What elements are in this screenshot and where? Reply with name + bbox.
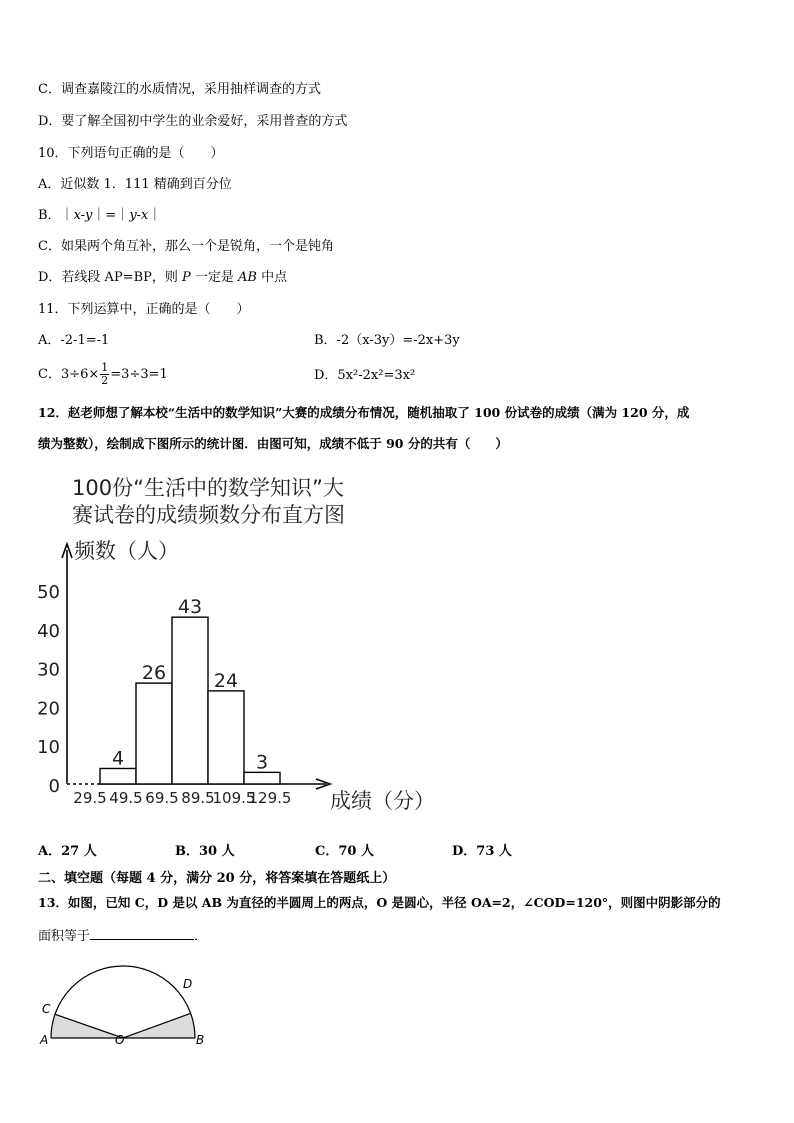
y-tick-label: 0 [48, 776, 60, 797]
q10-option-d-mid: 一定是 [190, 270, 239, 285]
bar-value-label: 3 [255, 751, 269, 774]
label-o: O [115, 1033, 125, 1047]
chart-x-label: 成绩（分） [330, 789, 435, 813]
x-tick-label: 129.5 [248, 789, 292, 807]
x-tick-label: 49.5 [109, 789, 143, 807]
label-c: C [42, 1002, 51, 1016]
q10-option-b [38, 208, 161, 224]
q10-option-c: C．如果两个角互补，那么一个是锐角，一个是钝角 [38, 239, 334, 254]
y-tick-labels [37, 582, 60, 797]
x-tick-label: 29.5 [73, 789, 107, 807]
histogram-chart [30, 470, 450, 820]
q10-option-b-suffix: ｜ [148, 208, 162, 223]
answer-blank[interactable] [90, 927, 194, 940]
y-tick-label: 20 [37, 698, 60, 720]
label-d: D [183, 977, 193, 991]
q10-option-b-expr2: y-x [129, 208, 149, 223]
q10-option-b-expr1: x-y [73, 208, 93, 223]
q10-option-d [38, 270, 287, 286]
y-tick-label: 40 [37, 620, 60, 642]
q10-option-d-suffix: 中点 [257, 270, 288, 285]
histogram-bar [100, 768, 136, 784]
q11-option-c [38, 362, 168, 388]
q12-stem-line2: 绩为整数），绘制成下图所示的统计图．由图可知，成绩不低于 90 分的共有（ ） [38, 436, 508, 451]
chart-title-line2: 赛试卷的成绩频数分布直方图 [72, 503, 345, 527]
q11-option-b: B．-2（x-3y）=-2x+3y [314, 333, 460, 348]
q12-option-a: A．27 人 [38, 844, 97, 859]
y-tick-label: 50 [37, 582, 60, 603]
bar-value-label: 43 [177, 596, 203, 619]
y-tick-label: 30 [37, 659, 60, 681]
label-b: B [196, 1033, 205, 1047]
q12-option-d: D．73 人 [452, 844, 512, 859]
label-a: A [40, 1033, 49, 1047]
q13-stem-suffix: ． [194, 929, 208, 944]
q10-stem: 10．下列语句正确的是（ ） [38, 146, 224, 161]
q12-option-c: C．70 人 [315, 844, 374, 859]
q13-stem-prefix: 面积等于 [38, 929, 91, 944]
q10-option-a: A．近似数 1．111 精确到百分位 [38, 177, 232, 192]
q13-stem-line1: 13．如图，已知 C，D 是以 AB 为直径的半圆周上的两点，O 是圆心，半径 OA=2，∠COD=120°，则图中阴影部分的 [38, 895, 721, 910]
q13-stem-line2 [38, 927, 207, 945]
q9-option-d: D．要了解全国初中学生的业余爱好，采用普查的方式 [38, 114, 348, 129]
q10-option-d-prefix: D．若线段 AP=BP，则 [38, 270, 183, 285]
chart-y-label: 频数（人） [74, 539, 179, 563]
q11-stem: 11．下列运算中，正确的是（ ） [38, 302, 250, 317]
x-tick-label: 89.5 [181, 789, 215, 807]
q11-option-a: A．-2-1=-1 [38, 333, 110, 348]
histogram-bar [208, 691, 244, 784]
q10-option-b-prefix: B．｜ [38, 208, 74, 223]
q12-option-b: B．30 人 [175, 844, 235, 859]
bar-value-label: 26 [141, 662, 167, 685]
histogram-bar [244, 772, 280, 784]
semicircle-figure [30, 950, 220, 1050]
fraction-numerator: 1 [101, 361, 109, 374]
q10-option-d-ab: AB [238, 270, 257, 285]
histogram-bar [172, 617, 208, 784]
bar-value-label: 24 [213, 669, 239, 692]
y-tick-label: 10 [37, 737, 60, 759]
bar-value-label: 4 [111, 747, 125, 770]
q12-stem-line1: 12．赵老师想了解本校“生活中的数学知识”大赛的成绩分布情况，随机抽取了 100 份试卷的成绩（满为 120 分，成 [38, 405, 690, 420]
x-tick-label: 69.5 [145, 789, 179, 807]
q11-option-c-fraction [100, 362, 109, 387]
x-tick-label: 109.5 [212, 789, 256, 807]
q11-option-c-suffix: =3÷3=1 [110, 367, 168, 382]
x-tick-labels [73, 789, 291, 807]
section-2-heading: 二、填空题（每题 4 分，满分 20 分，将答案填在答题纸上） [38, 871, 396, 886]
q9-option-c: C．调查嘉陵江的水质情况，采用抽样调查的方式 [38, 82, 321, 97]
histogram-bar [136, 683, 172, 784]
chart-title-line1: 100份“生活中的数学知识”大 [72, 476, 344, 500]
fraction-denominator: 2 [101, 374, 109, 387]
q10-option-d-p: P [182, 270, 191, 285]
q11-option-c-prefix: C．3÷6× [38, 367, 100, 382]
histogram-bars [100, 617, 280, 784]
q11-option-d: D．5x²-2x²=3x² [314, 368, 416, 383]
q10-option-b-mid: ｜=｜ [92, 208, 130, 223]
